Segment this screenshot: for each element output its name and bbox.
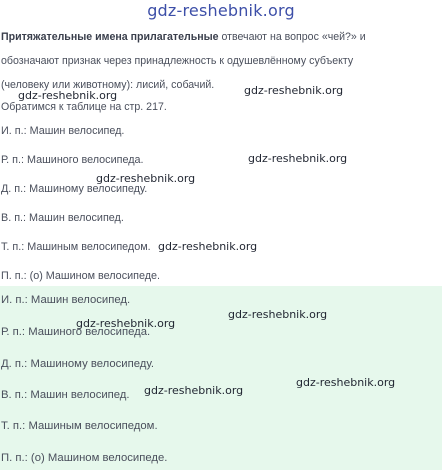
intro-line-4: Обратимся к таблице на стр. 217. — [1, 101, 167, 113]
case-dative: Д. п.: Машиному велосипеду. — [1, 183, 148, 195]
answer-nominative: И. п.: Машин велосипед. — [1, 294, 131, 306]
intro-line-2: обозначают признак через принадлежность к одушевлённому субъекту — [1, 55, 354, 67]
answer-instrumental: Т. п.: Машиным велосипедом. — [1, 420, 158, 432]
watermark: gdz-reshebnik.org — [228, 308, 328, 321]
site-title: gdz-reshebnik.org — [147, 1, 295, 20]
answer-accusative: В. п.: Машин велосипед. — [1, 389, 130, 401]
intro-term: Притяжательные имена прилагательные — [1, 31, 219, 43]
case-genitive: Р. п.: Машиного велосипеда. — [1, 154, 144, 166]
answer-dative: Д. п.: Машиному велосипеду. — [1, 358, 154, 370]
watermark: gdz-reshebnik.org — [144, 384, 244, 397]
answer-genitive: Р. п.: Машиного велосипеда. — [1, 326, 151, 338]
watermark: gdz-reshebnik.org — [244, 84, 344, 97]
watermark: gdz-reshebnik.org — [18, 89, 118, 102]
watermark: gdz-reshebnik.org — [96, 172, 196, 185]
watermark: gdz-reshebnik.org — [76, 317, 176, 330]
watermark: gdz-reshebnik.org — [296, 376, 396, 389]
intro-line-3: (человеку или животному): лисий, собачий. — [1, 79, 215, 91]
watermark: gdz-reshebnik.org — [158, 240, 258, 253]
case-nominative: И. п.: Машин велосипед. — [1, 125, 125, 137]
intro-line-1 — [1, 30, 366, 44]
case-prepositional: П. п.: (о) Машином велосипеде. — [1, 270, 161, 282]
intro-line-1-rest: отвечают на вопрос «чей?» и — [218, 31, 366, 43]
case-accusative: В. п.: Машин велосипед. — [1, 212, 124, 224]
case-instrumental: Т. п.: Машиным велосипедом. — [1, 241, 151, 253]
watermark: gdz-reshebnik.org — [248, 152, 348, 165]
answer-prepositional: П. п.: (о) Машином велосипеде. — [1, 452, 168, 464]
site-header — [0, 0, 442, 22]
